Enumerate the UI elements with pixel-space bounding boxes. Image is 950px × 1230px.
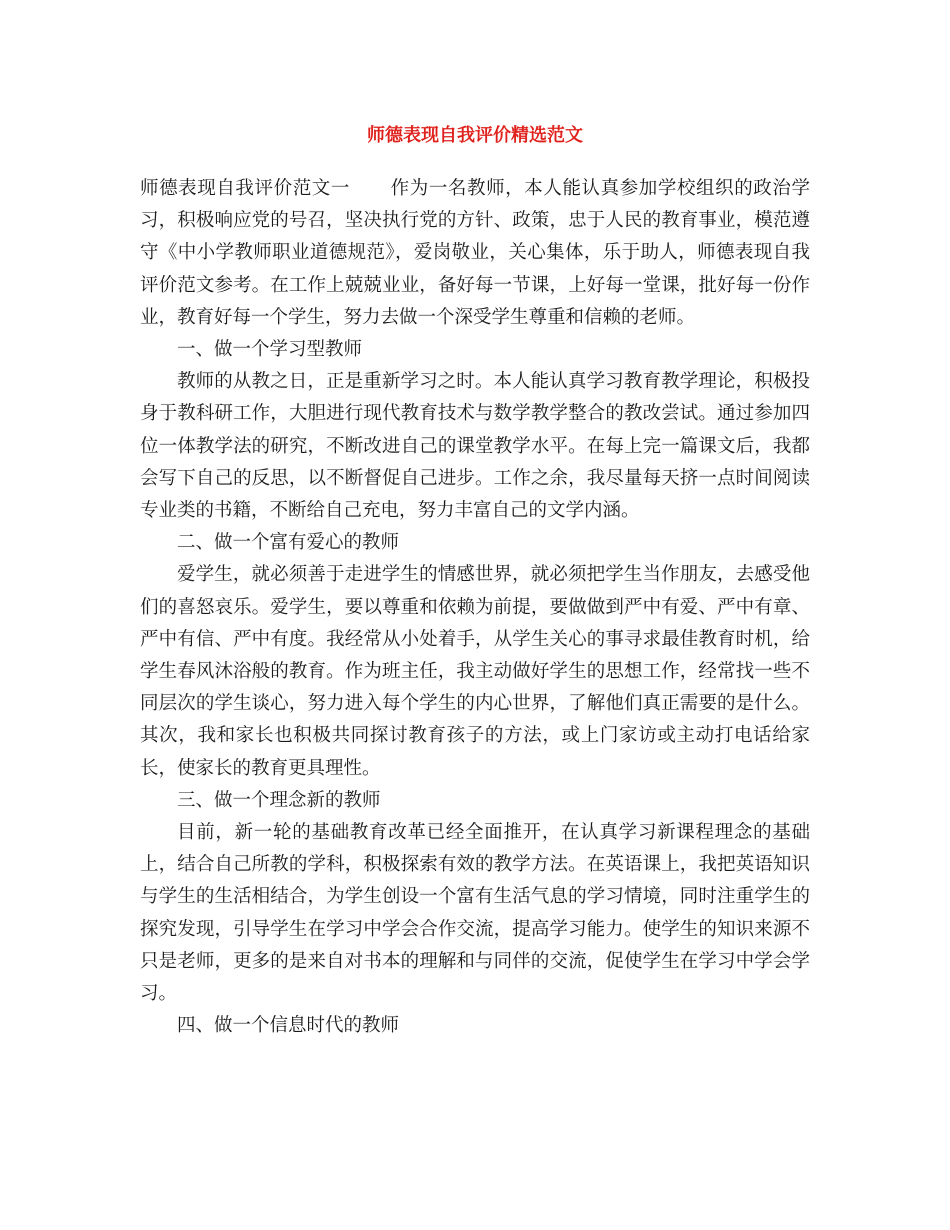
section-heading: 二、做一个富有爱心的教师 bbox=[177, 532, 400, 554]
intro-heading: 师德表现自我评价范文一 bbox=[140, 178, 350, 199]
section-paragraph: 教师的从教之日，正是重新学习之时。本人能认真学习教育教学理论，积极投身于教科研工作，大胆进行现代教育技术与数学教学整合的教改尝试。通过参加四位一体教学法的研究，不断改进自己的课堂教学水平。在每上完一篇课文后，我都会写下自己的反思，以不断督促自己进步。工作之余，我尽量每天挤一点时间阅读专业类的书籍，不断给自己充电，努力丰富自己的文学内涵。 bbox=[140, 371, 810, 522]
intro-text: 作为一名教师，本人能认真参加学校组织的政治学习，积极响应党的号召，坚决执行党的方针、政策，忠于人民的教育事业，模范遵守《中小学教师职业道德规范》，爱岗敬业，关心集体，乐于助人，师德表现自我评价范文参考。在工作上兢兢业业，备好每一节课，上好每一堂课，批好每一份作业，教育好每一个学生，努力去做一个深受学生尊重和信赖的老师。 bbox=[140, 178, 810, 328]
section-paragraph: 目前，新一轮的基础教育改革已经全面推开，在认真学习新课程理念的基础上，结合自己所教的学科，积极探索有效的教学方法。在英语课上，我把英语知识与学生的生活相结合，为学生创设一个富有生活气息的学习情境，同时注重学生的探究发现，引导学生在学习中学会合作交流，提高学习能力。使学生的知识来源不只是老师，更多的是来自对书本的理解和与同伴的交流，促使学生在学习中学会学习。 bbox=[140, 822, 810, 1005]
section-heading: 三、做一个理念新的教师 bbox=[177, 789, 381, 811]
document-body bbox=[140, 173, 810, 1042]
section-heading: 一、做一个学习型教师 bbox=[177, 339, 363, 361]
intro-paragraph bbox=[140, 173, 810, 334]
section-heading: 四、做一个信息时代的教师 bbox=[177, 1015, 400, 1037]
section-paragraph: 爱学生，就必须善于走进学生的情感世界，就必须把学生当作朋友，去感受他们的喜怒哀乐。爱学生，要以尊重和依赖为前提，要做做到严中有爱、严中有章、严中有信、严中有度。我经常从小处着手，从学生关心的事寻求最佳教育时机，给学生春风沐浴般的教育。作为班主任，我主动做好学生的思想工作，经常找一些不同层次的学生谈心，努力进入每个学生的内心世界，了解他们真正需要的是什么。其次，我和家长也积极共同探讨教育孩子的方法，或上门家访或主动打电话给家长，使家长的教育更具理性。 bbox=[140, 564, 810, 779]
document-title: 师德表现自我评价精选范文 bbox=[367, 125, 583, 146]
